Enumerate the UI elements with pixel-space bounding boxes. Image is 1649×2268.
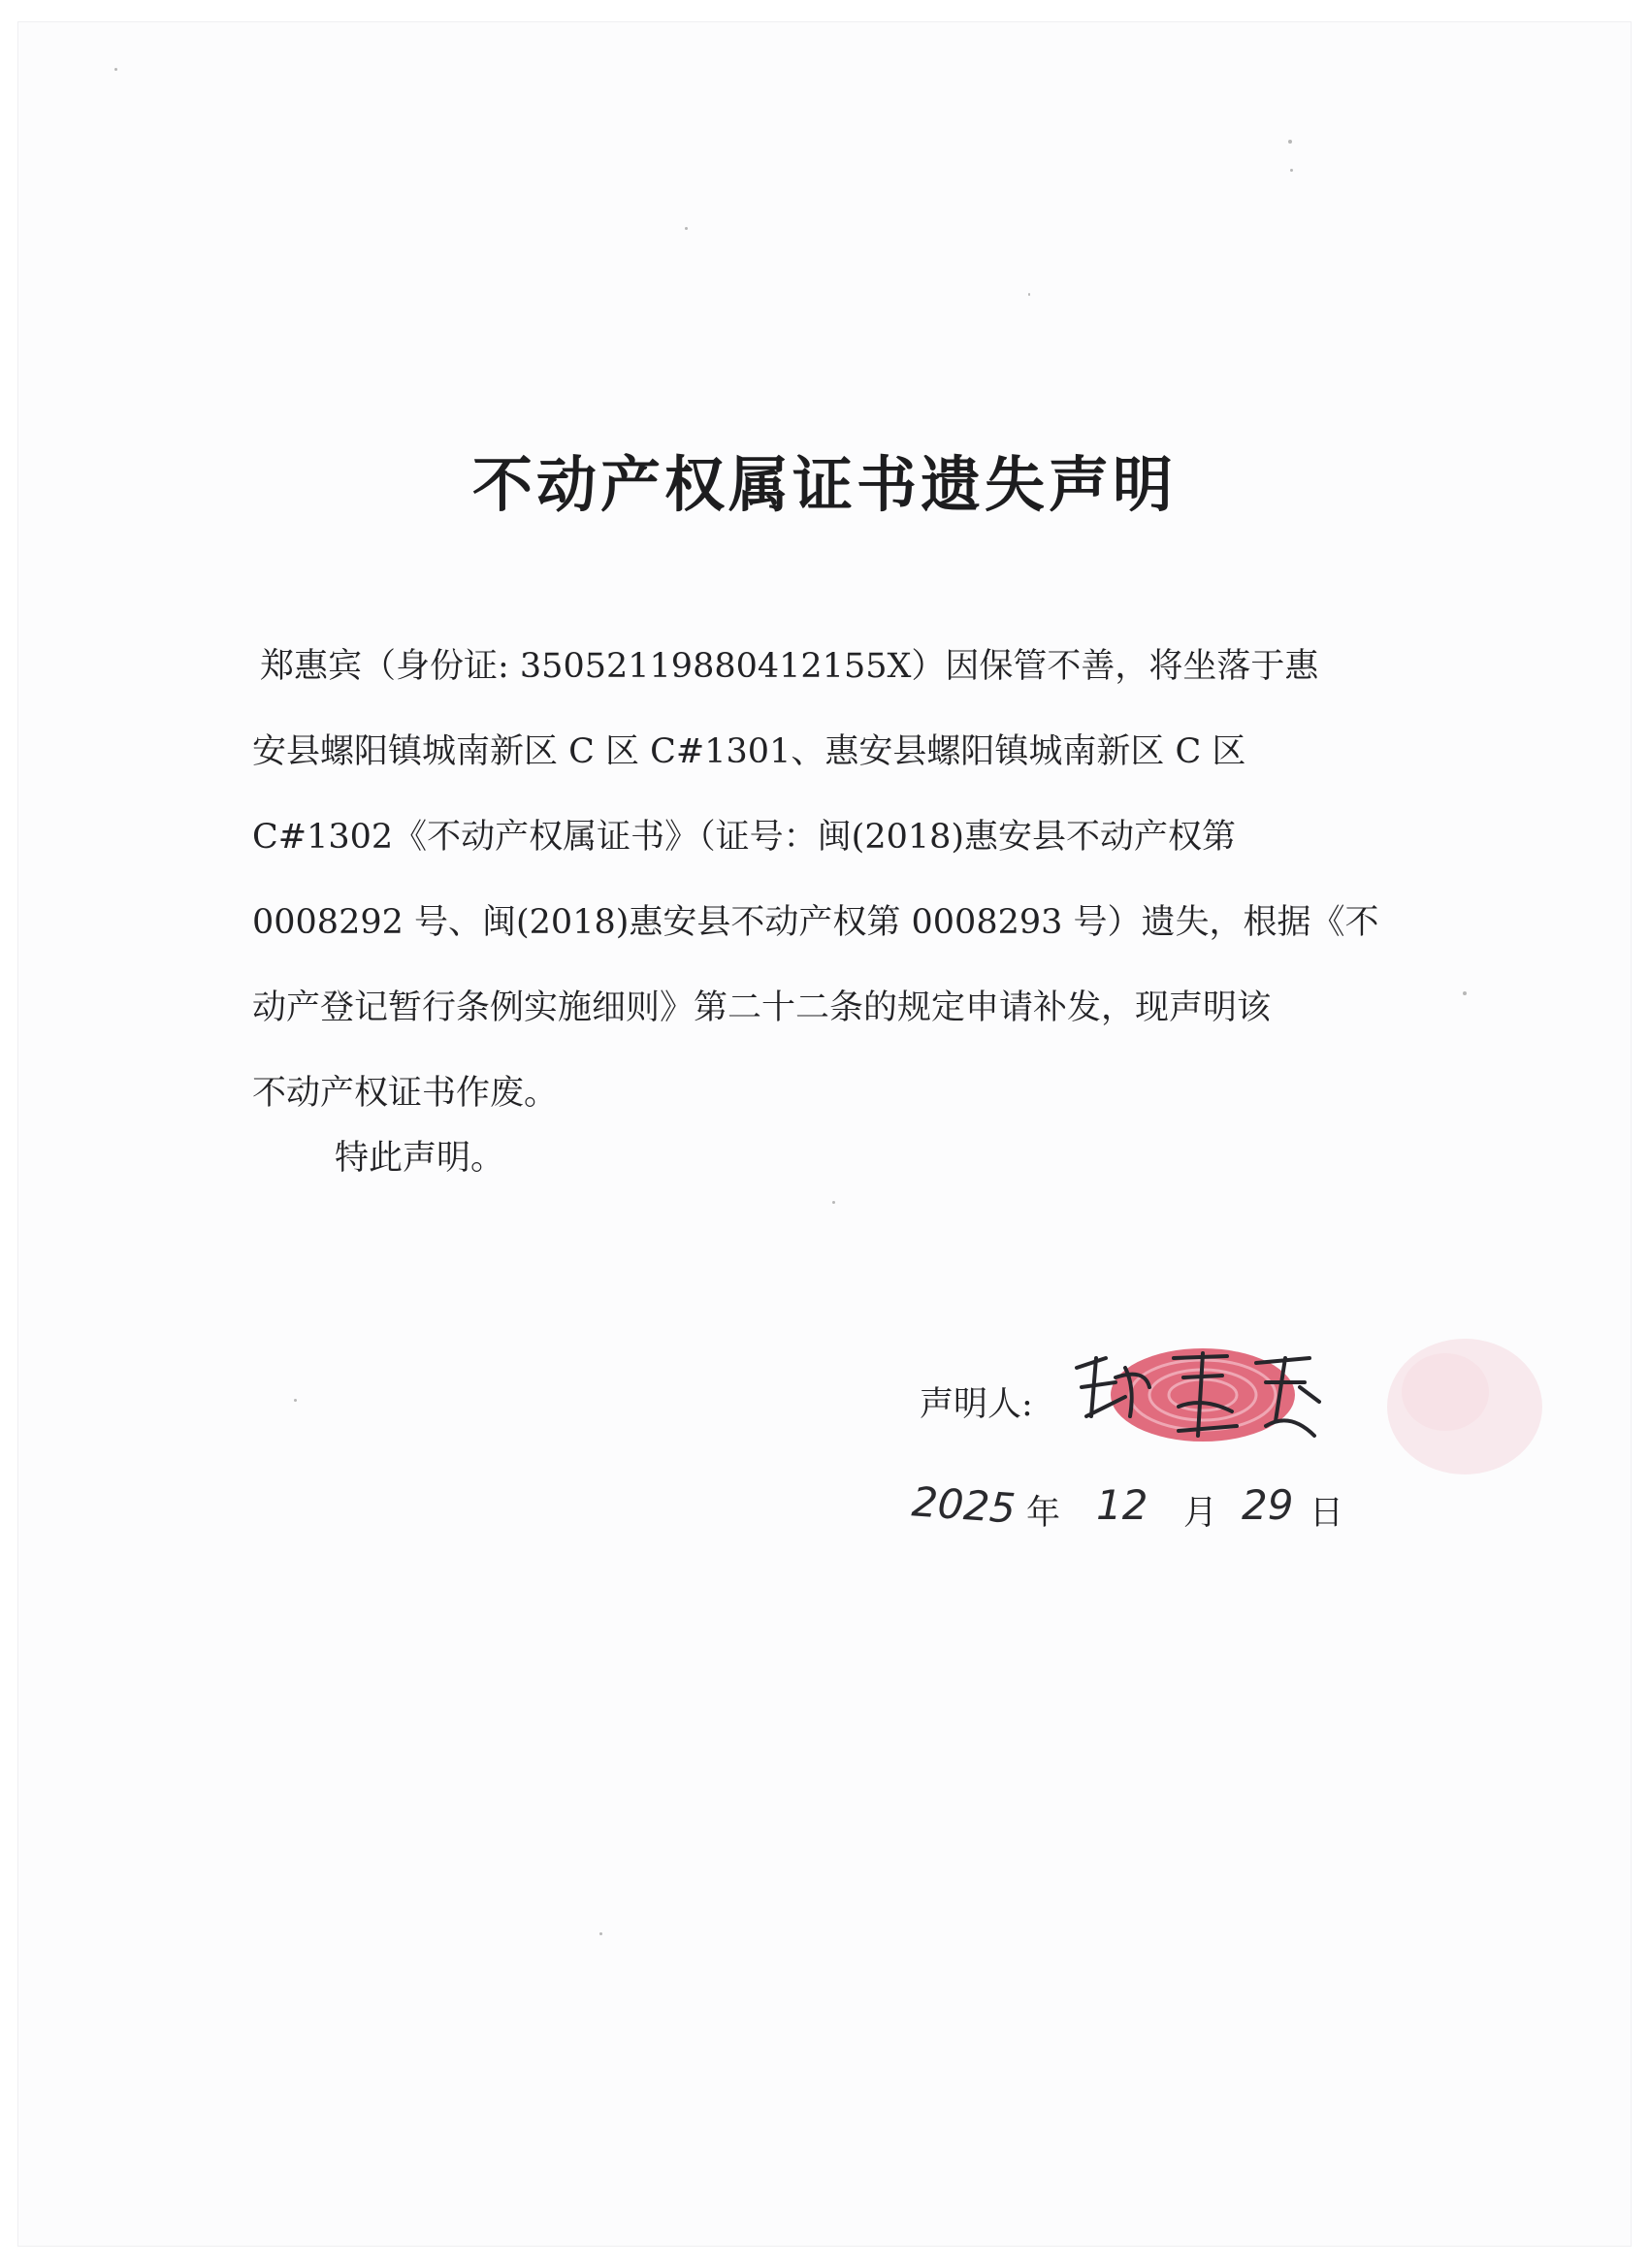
statement-body (252, 624, 1406, 1136)
date-day-unit: 日 (1310, 1494, 1344, 1533)
body-line: 不动产权证书作废。 (252, 1074, 559, 1113)
paper-speck (1028, 293, 1030, 296)
handwritten-signature (1057, 1329, 1348, 1474)
declaration-date (912, 1455, 1397, 1571)
paper-speck (1463, 991, 1467, 995)
body-line: 动产登记暂行条例实施细则》第二十二条的规定申请补发，现声明该 (252, 988, 1272, 1027)
body-line: C#1302《不动产权属证书》（证号：闽(2018)惠安县不动产权第 (252, 818, 1237, 857)
date-year-unit: 年 (1026, 1494, 1061, 1533)
paper-speck (832, 1201, 835, 1204)
date-day: 29 (1242, 1481, 1294, 1529)
closing-remark: 特此声明。 (335, 1139, 505, 1178)
paper-speck (685, 227, 688, 230)
paper-speck (114, 68, 117, 71)
paper-speck (1290, 169, 1293, 172)
body-line: 郑惠宾（身份证: 35052119880412155X）因保管不善，将坐落于惠 (260, 647, 1319, 686)
declarant-label: 声明人: (920, 1385, 1033, 1424)
date-year: 2025 (910, 1477, 1018, 1533)
date-month: 12 (1096, 1481, 1148, 1529)
body-line: 0008292 号、闽(2018)惠安县不动产权第 0008293 号）遗失，根据《不 (252, 903, 1379, 942)
paper-speck (1288, 140, 1292, 144)
date-month-unit: 月 (1183, 1494, 1218, 1533)
paper-speck (599, 1932, 602, 1935)
document-title: 不动产权属证书遗失声明 (471, 449, 1177, 520)
body-line: 安县螺阳镇城南新区 C 区 C#1301、惠安县螺阳镇城南新区 C 区 (252, 732, 1246, 771)
paper-speck (294, 1399, 297, 1402)
